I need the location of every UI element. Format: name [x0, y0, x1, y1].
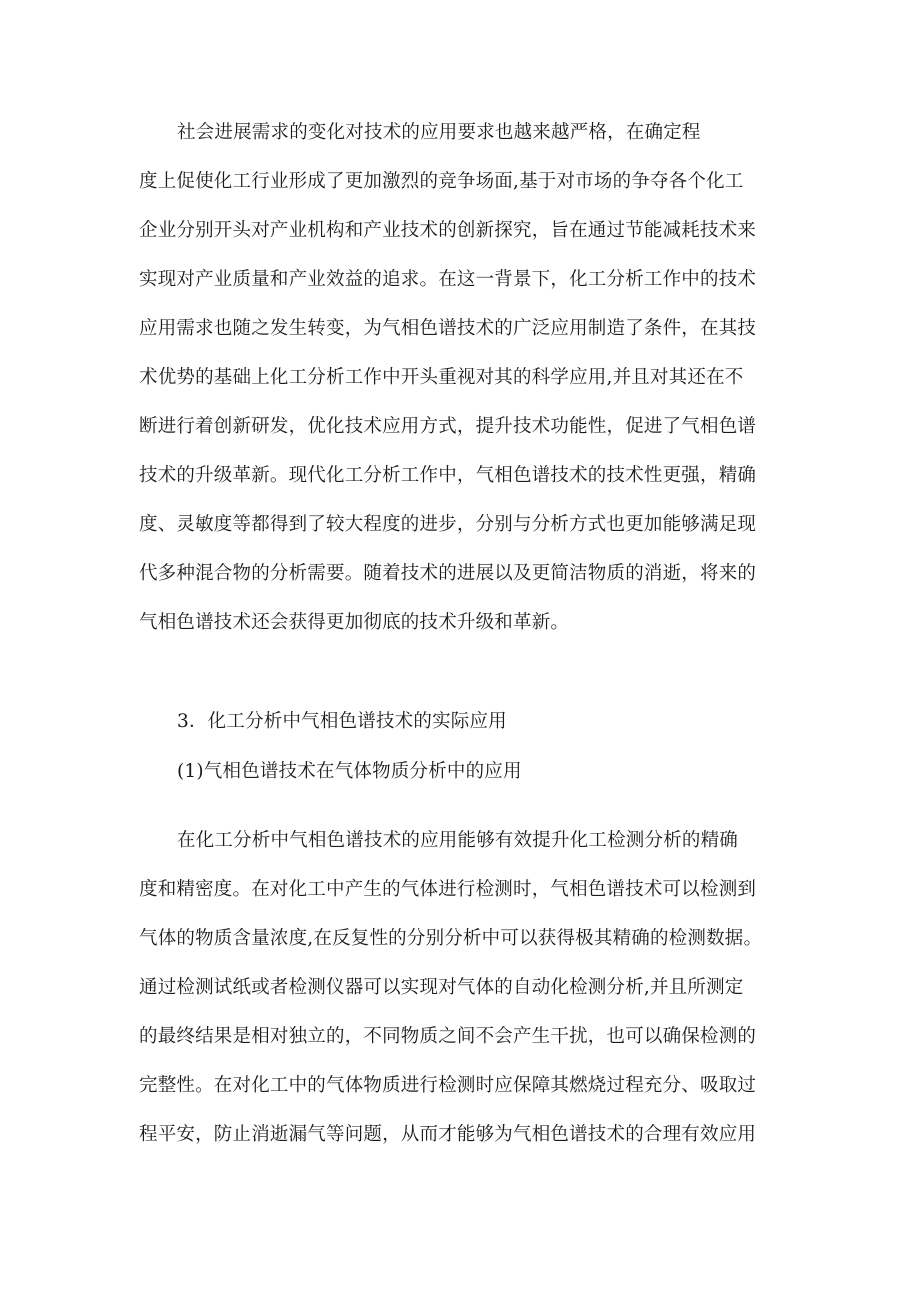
paragraph-2-line-7: 程平安，防止消逝漏气等问题，从而才能够为气相色谱技术的合理有效应用: [139, 1124, 757, 1145]
paragraph-1-line-3: 企业分别开头对产业机构和产业技术的创新探究，旨在通过节能减耗技术来: [139, 220, 757, 241]
paragraph-1-line-5: 应用需求也随之发生转变，为气相色谱技术的广泛应用制造了条件，在其技: [139, 318, 757, 339]
paragraph-2-line-1: 在化工分析中气相色谱技术的应用能够有效提升化工检测分析的精确: [177, 830, 739, 851]
paragraph-1-line-11: 气相色谱技术还会获得更加彻底的技术升级和革新。: [139, 612, 570, 633]
paragraph-2-line-2: 度和精密度。在对化工中产生的气体进行检测时，气相色谱技术可以检测到: [139, 879, 757, 900]
paragraph-1-line-1: 社会进展需求的变化对技术的应用要求也越来越严格，在确定程: [177, 122, 701, 143]
paragraph-1-line-6: 术优势的基础上化工分析工作中开头重视对其的科学应用,并且对其还在不: [139, 367, 744, 388]
paragraph-1-line-2: 度上促使化工行业形成了更加激烈的竞争场面,基于对市场的争夺各个化工: [139, 171, 744, 192]
paragraph-1-line-9: 度、灵敏度等都得到了较大程度的进步，分别与分析方式也更加能够满足现: [139, 514, 757, 535]
paragraph-2-line-5: 的最终结果是相对独立的，不同物质之间不会产生干扰，也可以确保检测的: [139, 1026, 757, 1047]
paragraph-1-line-7: 断进行着创新研发，优化技术应用方式，提升技术功能性，促进了气相色谱: [139, 416, 757, 437]
paragraph-1-line-4: 实现对产业质量和产业效益的追求。在这一背景下，化工分析工作中的技术: [139, 269, 757, 290]
paragraph-2-line-6: 完整性。在对化工中的气体物质进行检测时应保障其燃烧过程充分、吸取过: [139, 1075, 757, 1096]
paragraph-1-line-8: 技术的升级革新。现代化工分析工作中，气相色谱技术的技术性更强，精确: [139, 465, 757, 486]
paragraph-2-line-3: 气体的物质含量浓度,在反复性的分别分析中可以获得极其精确的检测数据。: [139, 928, 763, 949]
paragraph-1-line-10: 代多种混合物的分析需要。随着技术的进展以及更简洁物质的消逝，将来的: [139, 563, 757, 584]
paragraph-2-line-4: 通过检测试纸或者检测仪器可以实现对气体的自动化检测分析,并且所测定: [139, 977, 744, 998]
section-heading: 3．化工分析中气相色谱技术的实际应用: [177, 711, 507, 732]
subsection-heading: (1)气相色谱技术在气体物质分析中的应用: [177, 761, 522, 782]
